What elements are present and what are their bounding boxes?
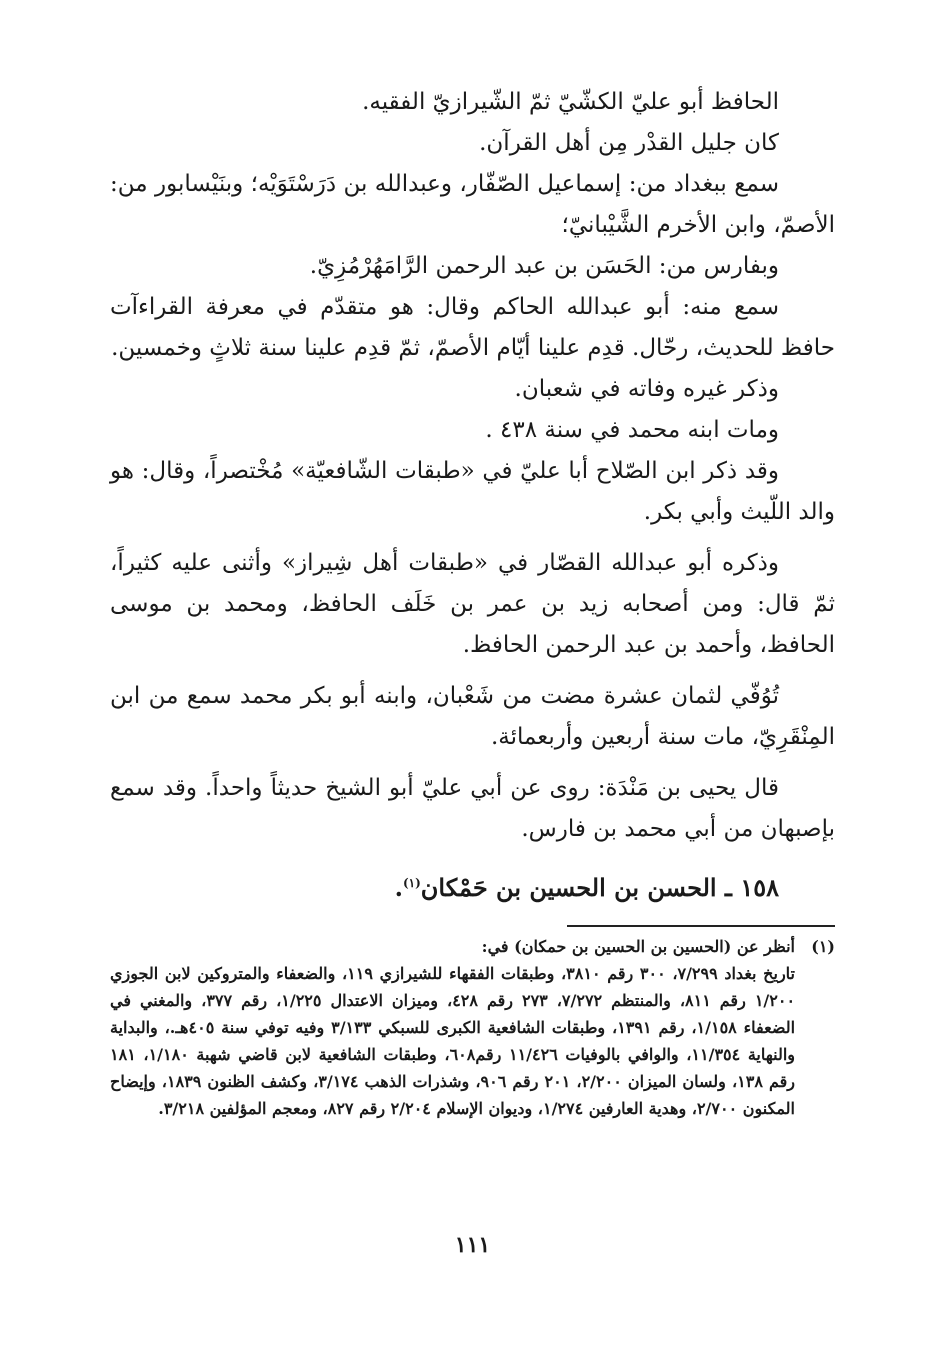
footnote <box>110 933 835 1122</box>
entry-separator: ـ <box>716 873 741 902</box>
paragraph: سمع ببغداد من: إسماعيل الصّفّار، وعبدالله بن دَرَسْتَوَيْه؛ وبنَيْسابور من: الأصمّ، وابن الأخرم الشَّيْبانيّ؛ <box>110 171 835 238</box>
footnote-divider <box>567 925 835 927</box>
document-page <box>110 82 835 1282</box>
footnote-text: تاريخ بغداد ٧/٢٩٩، ٣٠٠ رقم ٣٨١٠، وطبقات الفقهاء للشيرازي ١١٩، والضعفاء والمتروكين لابن الجوزي ١/٢٠٠ رقم ٨١١، والمنتظم ٧/٢٧٢، ٢٧٣ رقم ٤٢٨، وميزان الاعتدال ١/٢٢٥، رقم ٣٧٧، والمغني في الضعفاء ١/١٥٨، رقم ١٣٩١، وطبقات الشافعية الكبرى للسبكي ٣/١٣٣ وفيه توفي سنة ٤٠٥هـ.، والبداية والنهاية ١١/٣٥٤، والوافي بالوفيات ١١/٤٢٦ رقم٦٠٨، وطبقات الشافعية لابن قاضي شهبة ١/١٨٠، ١٨١ رقم ١٣٨، ولسان الميزان ٢/٢٠٠، ٢٠١ رقم ٩٠٦، وشذرات الذهب ٣/١٧٤، وكشف الظنون ١٨٣٩، وإيضاح المكنون ٢/٧٠٠، وهدية العارفين ١/٢٧٤، وديوان الإسلام ٢/٢٠٤ رقم ٨٢٧، ومعجم المؤلفين ٣/٢١٨. <box>110 964 796 1118</box>
page-number: ١١١ <box>454 1232 491 1258</box>
footnote-lead: أنظر عن (الحسين بن الحسين بن حمكان) في: <box>481 937 795 956</box>
paragraph: وبفارس من: الحَسَن بن عبد الرحمن الرَّامَهُرْمُزِيّ. <box>309 253 779 279</box>
entry-name: الحسن بن الحسين بن حَمْكان <box>420 873 717 902</box>
paragraph: وذكر غيره وفاته في شعبان. <box>514 376 779 402</box>
paragraph: وقد ذكر ابن الصّلاح أبا عليّ في «طبقات الشّافعيّة» مُخْتصراً، وقال: هو والد اللّيث وأبي بكر. <box>110 458 835 525</box>
footnotes <box>110 933 835 1122</box>
paragraph: تُوُفّي لثمان عشرة مضت من شَعْبان، وابنه أبو بكر محمد سمع من ابن المِنْقَرِيّ، مات سنة أربعين وأربعمائة. <box>110 683 835 750</box>
entry-end: . <box>394 873 403 902</box>
footnote-number: (١) <box>811 937 835 956</box>
paragraph: قال يحيى بن مَنْدَة: روى عن أبي عليّ أبو الشيخ حديثاً واحداً. وقد سمع بإصبهان من أبي محمد بن فارس. <box>110 775 835 842</box>
footnote-body <box>110 933 795 1122</box>
paragraph: ومات ابنه محمد في سنة ٤٣٨ . <box>485 417 779 443</box>
entry-number: ١٥٨ <box>740 873 779 902</box>
paragraph: سمع منه: أبو عبدالله الحاكم وقال: هو متقدّم في معرفة القراءآت حافظ للحديث، رحّال. قدِم علينا أيّام الأصمّ، ثمّ قدِم علينا سنة ثلاثٍ وخمسين. <box>110 294 835 361</box>
entry-heading <box>110 862 835 909</box>
footnote-reference: (١) <box>402 876 421 890</box>
paragraph: الحافظ أبو عليّ الكشّيّ ثمّ الشّيرازيّ الفقيه. <box>362 89 779 115</box>
body-text <box>110 82 835 850</box>
paragraph: كان جليل القدْر مِن أهل القرآن. <box>479 130 779 156</box>
paragraph: وذكره أبو عبدالله القصّار في «طبقات أهل شِيراز» وأثنى عليه كثيراً، ثمّ قال: ومن أصحابه زيد بن عمر بن خَلَف الحافظ، ومحمد بن موسى الحافظ، وأحمد بن عبد الرحمن الحافظ. <box>110 550 835 658</box>
